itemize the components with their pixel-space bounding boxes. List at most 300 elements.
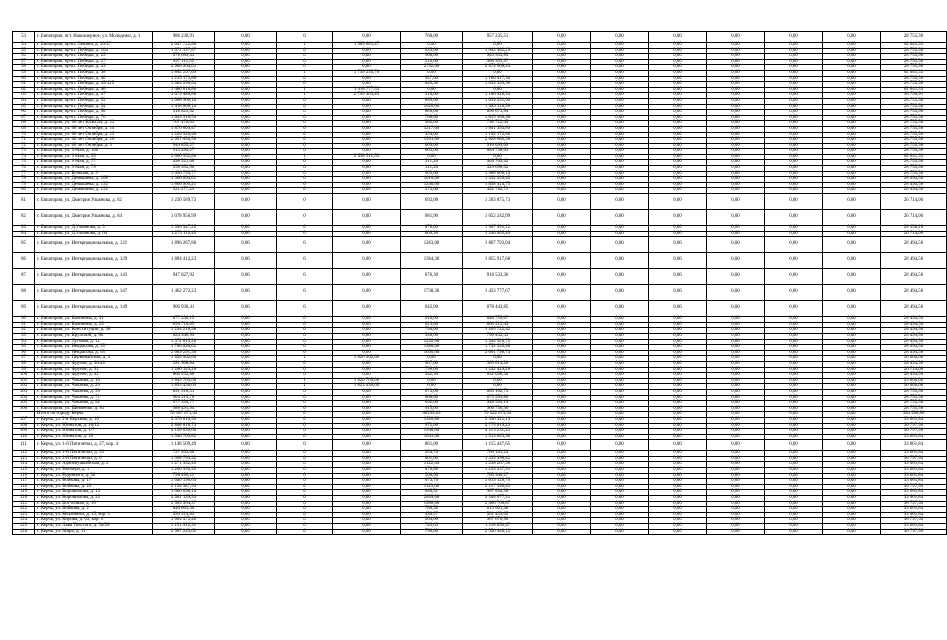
- value-cell: 0,00: [707, 501, 765, 507]
- value-cell: 0,00: [649, 334, 707, 340]
- value-cell: 0,00: [649, 473, 707, 479]
- value-cell: 0,00: [765, 98, 823, 104]
- value-cell: 0,00: [215, 70, 277, 76]
- row-number-cell: 86: [13, 253, 35, 269]
- value-cell: 0,00: [707, 373, 765, 379]
- address-cell: г. Евпатория, ул. Чапаева, д. 71: [35, 395, 153, 401]
- value-cell: 0,00: [649, 317, 707, 323]
- value-cell: 1 000 896,14: [153, 490, 215, 496]
- value-cell: 692,00: [401, 194, 463, 210]
- value-cell: 0,00: [591, 65, 649, 71]
- value-cell: 0,00: [591, 350, 649, 356]
- value-cell: 610,00: [401, 317, 463, 323]
- row-number-cell: 60: [13, 76, 35, 82]
- value-cell: 28 494,56: [881, 237, 947, 253]
- value-cell: 0,00: [765, 512, 823, 518]
- value-cell: 2 657 436,56: [153, 138, 215, 144]
- value-cell: 918 829,52: [153, 110, 215, 116]
- value-cell: 0,00: [333, 417, 401, 423]
- address-cell: г. Евпатория, ул. Интернациональная, д. 121: [35, 237, 153, 253]
- value-cell: 1217,00: [401, 126, 463, 132]
- value-cell: 0: [277, 440, 333, 451]
- value-cell: 0,00: [823, 417, 881, 423]
- value-cell: 0,00: [333, 451, 401, 457]
- value-cell: 70 107 671,45: [153, 412, 215, 418]
- value-cell: 0,00: [333, 339, 401, 345]
- value-cell: 0,00: [765, 378, 823, 384]
- value-cell: 0,00: [333, 59, 401, 65]
- value-cell: 1 985 681,47: [333, 43, 401, 49]
- value-cell: 1 271 332,49: [153, 462, 215, 468]
- value-cell: 846 063,30: [153, 507, 215, 513]
- value-cell: 0,00: [215, 171, 277, 177]
- value-cell: 0,00: [591, 154, 649, 160]
- value-cell: 948 599,19: [463, 401, 533, 407]
- table-row: [13, 301, 947, 317]
- value-cell: 0,00: [823, 389, 881, 395]
- row-number-cell: 93: [13, 334, 35, 340]
- value-cell: 0,00: [591, 412, 649, 418]
- value-cell: 0,00: [463, 43, 533, 49]
- value-cell: 0: [277, 468, 333, 474]
- value-cell: 0,00: [591, 171, 649, 177]
- address-cell: г. Керчь, ул. Ворошилова, д. 22: [35, 496, 153, 502]
- value-cell: 0,00: [707, 121, 765, 127]
- value-cell: 0,00: [533, 490, 591, 496]
- value-cell: 894 710,05: [153, 322, 215, 328]
- value-cell: 767 478,03: [153, 121, 215, 127]
- value-cell: 972,00: [401, 423, 463, 429]
- address-cell: г. Керчь, ул. Аджимушкайская, д. 6: [35, 462, 153, 468]
- value-cell: 1 013 128,79: [463, 479, 533, 485]
- value-cell: 0,00: [649, 468, 707, 474]
- address-cell: г. Евпатория, ул. 60 лет Октября, д. 3: [35, 143, 153, 149]
- value-cell: 0,00: [215, 54, 277, 60]
- value-cell: 0,00: [215, 361, 277, 367]
- value-cell: 1 433 777,67: [463, 285, 533, 301]
- table-sheet: [12, 31, 925, 631]
- value-cell: 1: [277, 70, 333, 76]
- value-cell: 0,00: [707, 429, 765, 435]
- value-cell: 0,00: [333, 231, 401, 237]
- row-number-cell: 79: [13, 182, 35, 188]
- value-cell: 0,00: [649, 231, 707, 237]
- address-cell: г. Евпатория, ул. Д.Ульянова, д. 3: [35, 226, 153, 232]
- row-number-cell: 120: [13, 496, 35, 502]
- value-cell: 0,00: [333, 210, 401, 226]
- value-cell: 0,00: [707, 132, 765, 138]
- value-cell: 0,00: [823, 529, 881, 535]
- value-cell: 564,00: [401, 518, 463, 524]
- value-cell: 0,00: [823, 210, 881, 226]
- value-cell: 0,00: [333, 132, 401, 138]
- value-cell: 0,00: [533, 484, 591, 490]
- address-cell: г. Евпатория, ул. 60 лет ВЛКСМ, д. 22: [35, 121, 153, 127]
- value-cell: 0,00: [707, 406, 765, 412]
- address-cell: г. Евпатория, ул. Калинина, д. 31: [35, 317, 153, 323]
- address-cell: г. Евпатория, пр-кт. Победы, д. 38: [35, 70, 153, 76]
- value-cell: 28 494,56: [881, 317, 947, 323]
- value-cell: 0,00: [215, 226, 277, 232]
- address-cell: г. Евпатория, ул. Дмитрия Ульянова, д. 62: [35, 194, 153, 210]
- value-cell: 0,00: [707, 423, 765, 429]
- value-cell: 0,00: [533, 171, 591, 177]
- value-cell: 1 238 267,56: [463, 462, 533, 468]
- value-cell: 0: [277, 166, 333, 172]
- value-cell: 0: [277, 48, 333, 54]
- value-cell: 0,00: [823, 451, 881, 457]
- value-cell: 0,00: [765, 126, 823, 132]
- value-cell: 0,00: [707, 149, 765, 155]
- value-cell: 0,00: [649, 429, 707, 435]
- value-cell: 0,00: [707, 237, 765, 253]
- value-cell: 0,00: [765, 87, 823, 93]
- value-cell: 0,00: [215, 177, 277, 183]
- value-cell: 3 581 139,53: [153, 496, 215, 502]
- value-cell: 28 755,58: [881, 389, 947, 395]
- value-cell: 878,00: [401, 226, 463, 232]
- value-cell: 967 676,98: [463, 518, 533, 524]
- value-cell: 0,00: [649, 373, 707, 379]
- value-cell: 916 099,69: [463, 143, 533, 149]
- value-cell: 0,00: [591, 334, 649, 340]
- value-cell: 0,00: [707, 115, 765, 121]
- table-row: [13, 237, 947, 253]
- value-cell: 0,00: [707, 468, 765, 474]
- value-cell: 0,00: [591, 484, 649, 490]
- value-cell: 0,00: [533, 110, 591, 116]
- value-cell: 0,00: [215, 126, 277, 132]
- value-cell: 0: [277, 401, 333, 407]
- value-cell: 0,00: [215, 378, 277, 384]
- value-cell: 0,00: [649, 115, 707, 121]
- row-number-cell: 124: [13, 518, 35, 524]
- value-cell: 0: [277, 210, 333, 226]
- value-cell: 0,00: [765, 529, 823, 535]
- value-cell: 0,00: [333, 328, 401, 334]
- value-cell: 0,00: [765, 429, 823, 435]
- value-cell: 492 782,73: [463, 188, 533, 194]
- value-cell: 786,56: [401, 507, 463, 513]
- value-cell: 0,00: [215, 104, 277, 110]
- value-cell: 1 233 937,51: [463, 468, 533, 474]
- value-cell: 0,00: [591, 149, 649, 155]
- value-cell: 0,00: [649, 518, 707, 524]
- value-cell: 0,00: [333, 462, 401, 468]
- value-cell: 0,00: [649, 322, 707, 328]
- value-cell: 0: [277, 65, 333, 71]
- value-cell: 0,00: [533, 429, 591, 435]
- value-cell: 0,00: [215, 484, 277, 490]
- value-cell: 0,00: [215, 121, 277, 127]
- value-cell: 0,00: [215, 496, 277, 502]
- value-cell: 0: [277, 501, 333, 507]
- row-number-cell: 83: [13, 226, 35, 232]
- value-cell: 62 041,33: [881, 70, 947, 76]
- value-cell: 918 533,36: [463, 269, 533, 285]
- value-cell: 33 061,84: [881, 440, 947, 451]
- row-number-cell: 115: [13, 468, 35, 474]
- value-cell: 0: [277, 507, 333, 513]
- address-cell: г. Евпатория, пр-кт. Победы, д. 70: [35, 115, 153, 121]
- value-cell: 0,00: [591, 301, 649, 317]
- value-cell: 0,00: [591, 322, 649, 328]
- value-cell: 0,00: [707, 356, 765, 362]
- row-number-cell: 112: [13, 451, 35, 457]
- value-cell: 1: [277, 154, 333, 160]
- value-cell: 0: [277, 473, 333, 479]
- row-number-cell: 97: [13, 356, 35, 362]
- value-cell: 0: [277, 301, 333, 317]
- value-cell: 0,00: [533, 401, 591, 407]
- value-cell: 0,00: [765, 32, 823, 43]
- address-cell: г. Евпатория, ул. Чапаева, д. 10: [35, 378, 153, 384]
- value-cell: 0,00: [591, 110, 649, 116]
- address-cell: г. Керчь, ул. Войкова, д. 17: [35, 479, 153, 485]
- row-number-cell: 96: [13, 350, 35, 356]
- value-cell: 0,00: [591, 226, 649, 232]
- value-cell: 1926,00: [401, 417, 463, 423]
- value-cell: 0,00: [333, 126, 401, 132]
- value-cell: 977 354,77: [153, 401, 215, 407]
- value-cell: 0,00: [649, 456, 707, 462]
- value-cell: 0,00: [649, 361, 707, 367]
- value-cell: 1940,00: [401, 429, 463, 435]
- value-cell: 0: [277, 269, 333, 285]
- value-cell: 0,00: [215, 43, 277, 49]
- value-cell: 26 714,00: [881, 210, 947, 226]
- address-cell: г. Керчь, ул. Войкова, д. 2: [35, 507, 153, 513]
- value-cell: 0,00: [591, 54, 649, 60]
- value-cell: 36 797,50: [881, 456, 947, 462]
- address-cell: г. Евпатория, пр-кт. Победы, д. 45/125: [35, 82, 153, 88]
- value-cell: 0,00: [823, 301, 881, 317]
- value-cell: 0,00: [333, 479, 401, 485]
- value-cell: 28 494,56: [881, 334, 947, 340]
- value-cell: 0,00: [765, 468, 823, 474]
- value-cell: 0,00: [649, 350, 707, 356]
- value-cell: 1123,00: [401, 484, 463, 490]
- value-cell: 0,00: [215, 406, 277, 412]
- value-cell: 60299,69: [401, 412, 463, 418]
- value-cell: 0,00: [591, 339, 649, 345]
- value-cell: 0,00: [533, 87, 591, 93]
- value-cell: 0,00: [765, 401, 823, 407]
- value-cell: 0: [277, 59, 333, 65]
- value-cell: 0,00: [591, 367, 649, 373]
- value-cell: 0,00: [649, 93, 707, 99]
- value-cell: 0,00: [591, 429, 649, 435]
- value-cell: 0,00: [649, 269, 707, 285]
- address-cell: г. Евпатория, ул. Шевченко, д. 81: [35, 406, 153, 412]
- value-cell: 1 232 429,26: [463, 367, 533, 373]
- value-cell: 0: [277, 160, 333, 166]
- value-cell: 0,00: [649, 82, 707, 88]
- value-cell: 36 797,50: [881, 518, 947, 524]
- value-cell: 2 503 564,37: [153, 501, 215, 507]
- value-cell: 0,00: [823, 484, 881, 490]
- value-cell: 0,00: [333, 484, 401, 490]
- repair-register-table: [12, 31, 947, 535]
- value-cell: 0,00: [649, 194, 707, 210]
- value-cell: 0,00: [533, 43, 591, 49]
- value-cell: 0,00: [823, 231, 881, 237]
- value-cell: 0,00: [765, 496, 823, 502]
- row-number-cell: 54: [13, 43, 35, 49]
- value-cell: 0,00: [333, 177, 401, 183]
- address-cell: г. Евпатория, ул. Чапаева, д. 29: [35, 384, 153, 390]
- value-cell: 0,00: [765, 301, 823, 317]
- value-cell: 0: [277, 412, 333, 418]
- value-cell: 2 808 816,73: [153, 423, 215, 429]
- value-cell: 745,63: [401, 524, 463, 530]
- address-cell: г. Евпатория, ул. 9 Мая, д. 100: [35, 149, 153, 155]
- value-cell: 0,00: [707, 350, 765, 356]
- value-cell: 0,00: [707, 76, 765, 82]
- value-cell: 0,00: [649, 501, 707, 507]
- value-cell: 0,00: [707, 188, 765, 194]
- value-cell: 0,00: [533, 412, 591, 418]
- value-cell: 0,00: [591, 210, 649, 226]
- value-cell: 0,00: [649, 182, 707, 188]
- value-cell: 1 820 765,00: [333, 378, 401, 384]
- value-cell: 0,00: [215, 132, 277, 138]
- address-cell: г. Евпатория, ул. Фрунзе, д. 31: [35, 367, 153, 373]
- value-cell: 0,00: [823, 367, 881, 373]
- value-cell: 0,00: [533, 456, 591, 462]
- value-cell: 0,00: [765, 166, 823, 172]
- value-cell: 1240,00: [401, 182, 463, 188]
- table-body: [13, 32, 947, 535]
- value-cell: 0,00: [591, 456, 649, 462]
- row-number-cell: 116: [13, 473, 35, 479]
- value-cell: 0,00: [463, 356, 533, 362]
- address-cell: г. Евпатория, ул. Больная, д. 9: [35, 171, 153, 177]
- value-cell: 0: [277, 322, 333, 328]
- value-cell: 0,00: [591, 462, 649, 468]
- value-cell: 0,00: [707, 473, 765, 479]
- value-cell: 0,00: [823, 423, 881, 429]
- address-cell: г. Евпатория, ул. 60 лет Октября, д. 16: [35, 138, 153, 144]
- value-cell: 0,00: [215, 237, 277, 253]
- row-number-cell: 122: [13, 507, 35, 513]
- value-cell: 0,00: [215, 154, 277, 160]
- value-cell: 0,00: [333, 166, 401, 172]
- address-cell: г. Евпатория, ул. Калинина, д. 25: [35, 322, 153, 328]
- address-cell: г. Керчь, ул. 1-й Пятилетки, д. 27, кор. 4: [35, 440, 153, 451]
- value-cell: 4 113 231,23: [463, 429, 533, 435]
- value-cell: 0,00: [533, 160, 591, 166]
- value-cell: 0,00: [333, 76, 401, 82]
- value-cell: 0,00: [533, 462, 591, 468]
- value-cell: 0,00: [591, 529, 649, 535]
- value-cell: 28 494,56: [881, 253, 947, 269]
- value-cell: 1122,44: [401, 462, 463, 468]
- value-cell: 0,00: [707, 154, 765, 160]
- row-number-cell: 94: [13, 339, 35, 345]
- value-cell: 0,00: [823, 468, 881, 474]
- value-cell: 0,00: [649, 490, 707, 496]
- value-cell: 1010,00: [401, 177, 463, 183]
- value-cell: 0,00: [823, 82, 881, 88]
- value-cell: 0,00: [215, 512, 277, 518]
- value-cell: 216,00: [401, 59, 463, 65]
- value-cell: 0,00: [765, 484, 823, 490]
- value-cell: 1 408 000,19: [463, 171, 533, 177]
- address-cell: г. Керчь, ул. Юннатов, д. 1/7: [35, 429, 153, 435]
- value-cell: 0,00: [649, 524, 707, 530]
- address-cell: г. Евпатория, пр-кт. Победы, д. 40: [35, 76, 153, 82]
- value-cell: 26 714,00: [881, 194, 947, 210]
- value-cell: 0,00: [649, 210, 707, 226]
- value-cell: 960 736,36: [463, 406, 533, 412]
- value-cell: 0,00: [333, 529, 401, 535]
- value-cell: 0,00: [215, 194, 277, 210]
- value-cell: 28 755,58: [881, 76, 947, 82]
- value-cell: 0,00: [533, 417, 591, 423]
- value-cell: 0,00: [401, 154, 463, 160]
- value-cell: 0,00: [333, 143, 401, 149]
- value-cell: 0,00: [591, 518, 649, 524]
- value-cell: 0: [277, 417, 333, 423]
- row-number-cell: 101: [13, 378, 35, 384]
- value-cell: 0,00: [765, 479, 823, 485]
- value-cell: 0,00: [649, 423, 707, 429]
- value-cell: 0,00: [823, 160, 881, 166]
- value-cell: 0: [277, 434, 333, 440]
- value-cell: 0,00: [215, 149, 277, 155]
- value-cell: 0,00: [765, 434, 823, 440]
- value-cell: 28 755,58: [881, 138, 947, 144]
- value-cell: 0: [277, 171, 333, 177]
- value-cell: 0,00: [823, 149, 881, 155]
- value-cell: 794,00: [401, 328, 463, 334]
- row-number-cell: 99: [13, 367, 35, 373]
- value-cell: 1 064 256,54: [153, 82, 215, 88]
- value-cell: 1292,00: [401, 339, 463, 345]
- value-cell: 0,00: [533, 322, 591, 328]
- value-cell: 0,00: [333, 423, 401, 429]
- address-cell: г. Евпатория, пр-кт. Победы, д. 54: [35, 104, 153, 110]
- value-cell: 28 494,56: [881, 361, 947, 367]
- value-cell: 0,00: [591, 373, 649, 379]
- value-cell: 0,00: [649, 54, 707, 60]
- value-cell: 1 186 418,54: [463, 93, 533, 99]
- value-cell: 1 148 509,49: [153, 440, 215, 451]
- value-cell: 1 896 287,86: [153, 237, 215, 253]
- address-cell: г. Евпатория, ул. 9 Мая, д. 35: [35, 154, 153, 160]
- value-cell: 33 061,84: [881, 490, 947, 496]
- value-cell: 0,00: [215, 356, 277, 362]
- value-cell: 33 061,84: [881, 512, 947, 518]
- value-cell: 33 061,84: [881, 496, 947, 502]
- value-cell: 1: [277, 43, 333, 49]
- value-cell: 0,00: [463, 87, 533, 93]
- value-cell: 0,00: [333, 395, 401, 401]
- value-cell: 0,00: [533, 301, 591, 317]
- value-cell: 2792,00: [401, 65, 463, 71]
- value-cell: 0: [277, 350, 333, 356]
- value-cell: 0: [277, 512, 333, 518]
- value-cell: 890 073,94: [463, 110, 533, 116]
- address-cell: г. Керчь, ул. 1-й Пятилетки, д. 33: [35, 451, 153, 457]
- value-cell: 0,00: [401, 378, 463, 384]
- row-number-cell: 53: [13, 32, 35, 43]
- value-cell: 0,00: [649, 301, 707, 317]
- value-cell: 0,00: [823, 356, 881, 362]
- value-cell: 0,00: [215, 253, 277, 269]
- value-cell: 906 938,41: [153, 301, 215, 317]
